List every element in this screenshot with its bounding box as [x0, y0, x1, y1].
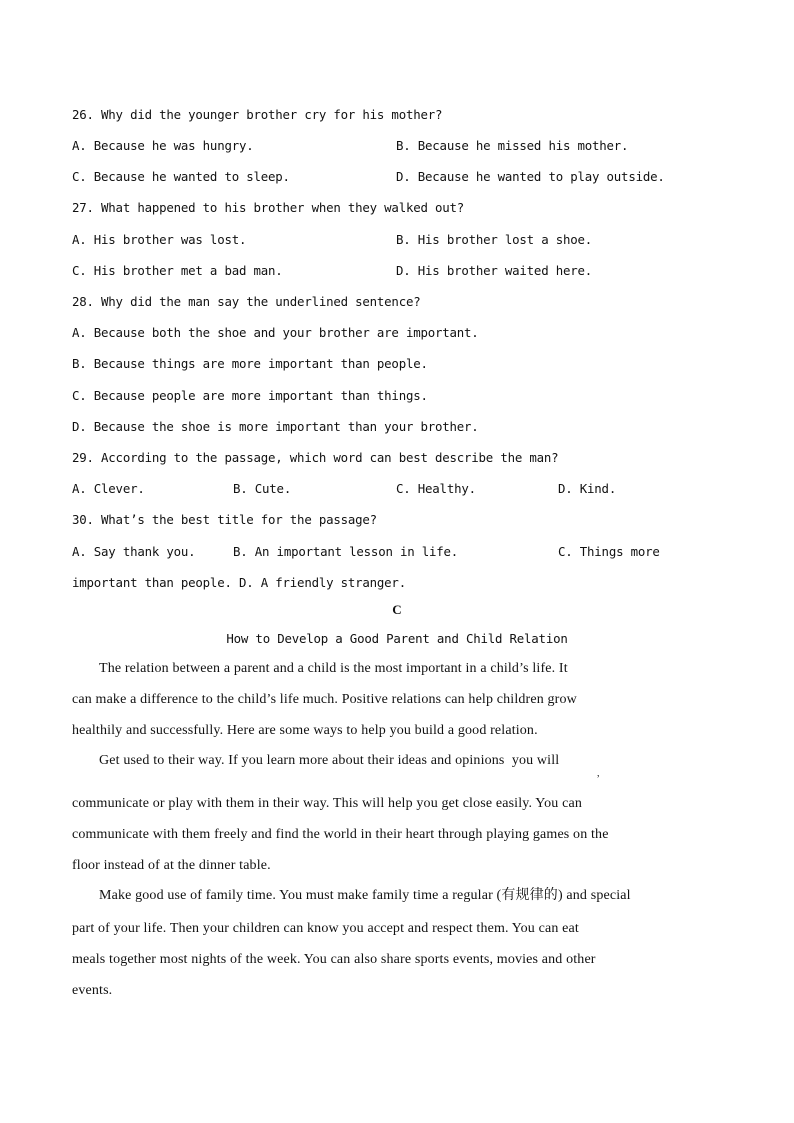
question-27-option-d: D. His brother waited here.	[396, 263, 593, 278]
question-28-option-a: A. Because both the shoe and your brother are important.	[72, 325, 479, 340]
question-28-option-b: B. Because things are more important than people.	[72, 356, 428, 371]
paragraph-2-line-1: Get used to their way. If you learn more about their ideas and opinions you will	[99, 753, 560, 768]
question-29-option-b: B. Cute.	[233, 481, 292, 496]
paragraph-1-line-1: The relation between a parent and a child is the most important in a child’s life. It	[99, 661, 568, 676]
question-26-option-b: B. Because he missed his mother.	[396, 138, 629, 153]
paragraph-3-line-1: Make good use of family time. You must make family time a regular (有规律的) and special	[99, 888, 631, 903]
paragraph-2-line-4: floor instead of at the dinner table.	[72, 858, 271, 873]
question-27-option-b: B. His brother lost a shoe.	[396, 232, 593, 247]
question-30-option-c: C. Things more	[558, 544, 660, 559]
question-29-option-a: A. Clever.	[72, 481, 145, 496]
question-29-option-c: C. Healthy.	[396, 481, 476, 496]
question-27-option-a: A. His brother was lost.	[72, 232, 247, 247]
question-28-stem: 28. Why did the man say the underlined sentence?	[72, 294, 421, 309]
paragraph-3-line-3: meals together most nights of the week. You can also share sports events, movies and other	[72, 952, 596, 967]
paragraph-2-line-2: communicate or play with them in their way. This will help you get close easily. You can	[72, 796, 582, 811]
question-26-stem: 26. Why did the younger brother cry for his mother?	[72, 107, 443, 122]
paragraph-2-line-3: communicate with them freely and find the world in their heart through playing games on the	[72, 827, 609, 842]
section-letter: C	[392, 602, 402, 617]
question-26-option-c: C. Because he wanted to sleep.	[72, 169, 290, 184]
question-29-option-d: D. Kind.	[558, 481, 617, 496]
passage-title: How to Develop a Good Parent and Child Relation	[226, 631, 568, 646]
question-28-option-d: D. Because the shoe is more important than your brother.	[72, 419, 479, 434]
question-30-stem: 30. What’s the best title for the passage?	[72, 512, 377, 527]
question-29-stem: 29. According to the passage, which word can best describe the man?	[72, 450, 559, 465]
question-26-option-a: A. Because he was hungry.	[72, 138, 254, 153]
paragraph-3-line-2: part of your life. Then your children can know you accept and respect them. You can eat	[72, 921, 579, 936]
paragraph-3-line-4: events.	[72, 983, 113, 998]
question-28-option-c: C. Because people are more important than things.	[72, 388, 428, 403]
paragraph-1-line-3: healthily and successfully. Here are some ways to help you build a good relation.	[72, 723, 538, 738]
question-30-option-b: B. An important lesson in life.	[233, 544, 459, 559]
question-30-option-a: A. Say thank you.	[72, 544, 196, 559]
question-30-options-continued: important than people. D. A friendly stranger.	[72, 575, 406, 590]
paragraph-1-line-2: can make a difference to the child’s life much. Positive relations can help children grow	[72, 692, 577, 707]
question-26-option-d: D. Because he wanted to play outside.	[396, 169, 665, 184]
question-27-stem: 27. What happened to his brother when they walked out?	[72, 200, 465, 215]
question-27-option-c: C. His brother met a bad man.	[72, 263, 283, 278]
stray-comma-mark: ,	[597, 768, 600, 779]
